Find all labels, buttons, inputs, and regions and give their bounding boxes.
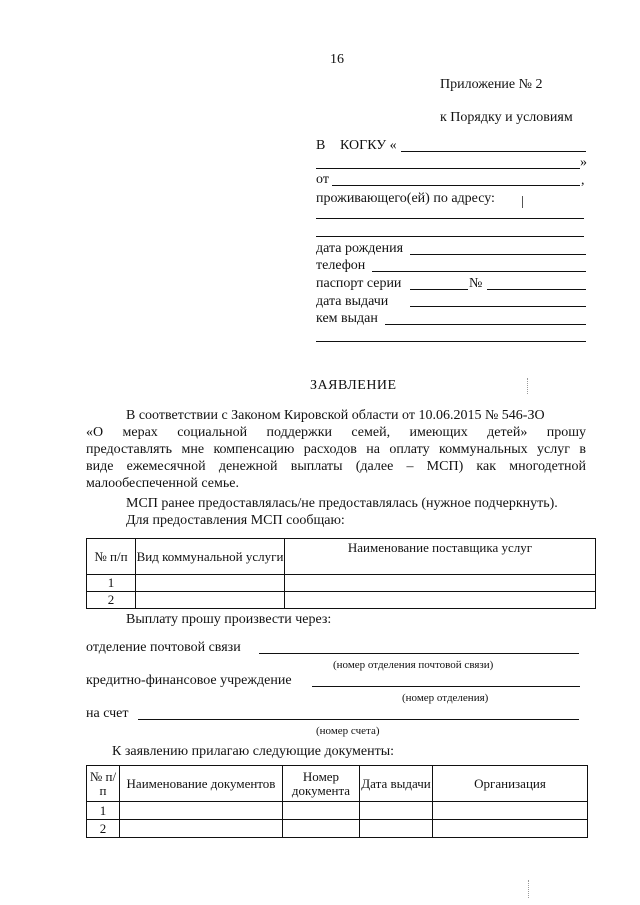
table-header: № п/п [87,539,136,575]
row-number: 1 [87,802,120,820]
issue-date-cell[interactable] [360,820,433,838]
quote-close: » [580,155,587,170]
scan-mark [527,378,528,394]
order-reference: к Порядку и условиям [440,110,573,125]
table-header: Наименование поставщика услуг [285,539,596,575]
body-line-5: малообеспеченной семье. [86,476,239,491]
post-office-hint: (номер отделения почтовой связи) [333,659,494,671]
supplier-cell[interactable] [285,592,596,609]
row-number: 2 [87,820,120,838]
credit-institution-line[interactable] [312,686,580,687]
phone-line[interactable] [372,271,586,272]
post-office-line[interactable] [259,653,579,654]
phone-label: телефон [316,258,366,273]
issued-by-line[interactable] [385,324,586,325]
number-sign: № [469,276,483,291]
body-line-1: В соответствии с Законом Кировской области от 10.06.2015 № 546-ЗО [126,408,545,423]
org-label: КОГКУ « [340,138,397,153]
org-name-line[interactable] [401,151,586,152]
table-row [87,575,596,592]
body-line-3: предоставлять мне компенсацию расходов на оплату коммунальных услуг в [86,442,586,457]
payment-intro: Выплату прошу произвести через: [126,612,332,627]
comma: , [581,173,585,188]
issue-date-cell[interactable] [360,802,433,820]
msp-info-intro: Для предоставления МСП сообщаю: [126,513,345,528]
table-header: Вид коммунальной услуги [136,539,285,575]
address-line-1[interactable] [316,218,584,219]
birth-date-label: дата рождения [316,241,404,256]
document-name-cell[interactable] [120,820,283,838]
appendix-label: Приложение № 2 [440,77,543,92]
scan-mark [528,880,529,898]
issue-date-label: дата выдачи [316,294,389,309]
post-office-label: отделение почтовой связи [86,640,241,655]
credit-institution-hint: (номер отделения) [402,692,489,704]
from-label: от [316,172,329,187]
passport-number-line[interactable] [487,289,586,290]
table-header: Номер документа [283,766,360,802]
row-number: 1 [87,575,136,592]
msp-previous: МСП ранее предоставлялась/не предоставлялась (нужное подчеркнуть). [126,496,558,511]
address-line-2[interactable] [316,236,584,237]
body-line-4: виде ежемесячной денежной выплаты (далее – МСП) как многодетной [86,459,586,474]
issued-by-label: кем выдан [316,311,378,326]
from-line[interactable] [332,185,580,186]
documents-intro: К заявлению прилагаю следующие документы: [112,744,395,759]
table-header: Наименование документов [120,766,283,802]
table-row [87,592,596,609]
organization-cell[interactable] [433,802,588,820]
issued-by-line-2[interactable] [316,341,586,342]
passport-series-line[interactable] [410,289,468,290]
table-header: Организация [433,766,588,802]
documents-table [86,765,588,838]
org-name-line-2[interactable] [316,168,580,169]
document-number-cell[interactable] [283,820,360,838]
service-type-cell[interactable] [136,592,285,609]
account-label: на счет [86,706,129,721]
to-label: В [316,138,326,153]
credit-institution-label: кредитно-финансовое учреждение [86,673,292,688]
service-type-cell[interactable] [136,575,285,592]
row-number: 2 [87,592,136,609]
document-number-cell[interactable] [283,802,360,820]
body-line-2: «О мерах социальной поддержки семей, имеющих детей» прошу [86,425,586,440]
table-header: Дата выдачи [360,766,433,802]
document-title: ЗАЯВЛЕНИЕ [310,378,397,393]
table-header: № п/п [87,766,120,802]
table-row [87,820,588,838]
table-row [87,802,588,820]
account-line[interactable] [138,719,579,720]
page-number: 16 [330,52,344,67]
residing-label: проживающего(ей) по адресу: [316,191,495,206]
account-hint: (номер счета) [316,725,380,737]
cursor-mark [522,196,523,208]
issue-date-line[interactable] [410,306,586,307]
supplier-cell[interactable] [285,575,596,592]
document-name-cell[interactable] [120,802,283,820]
organization-cell[interactable] [433,820,588,838]
birth-date-line[interactable] [410,254,586,255]
utility-table [86,538,596,609]
passport-series-label: паспорт серии [316,276,402,291]
